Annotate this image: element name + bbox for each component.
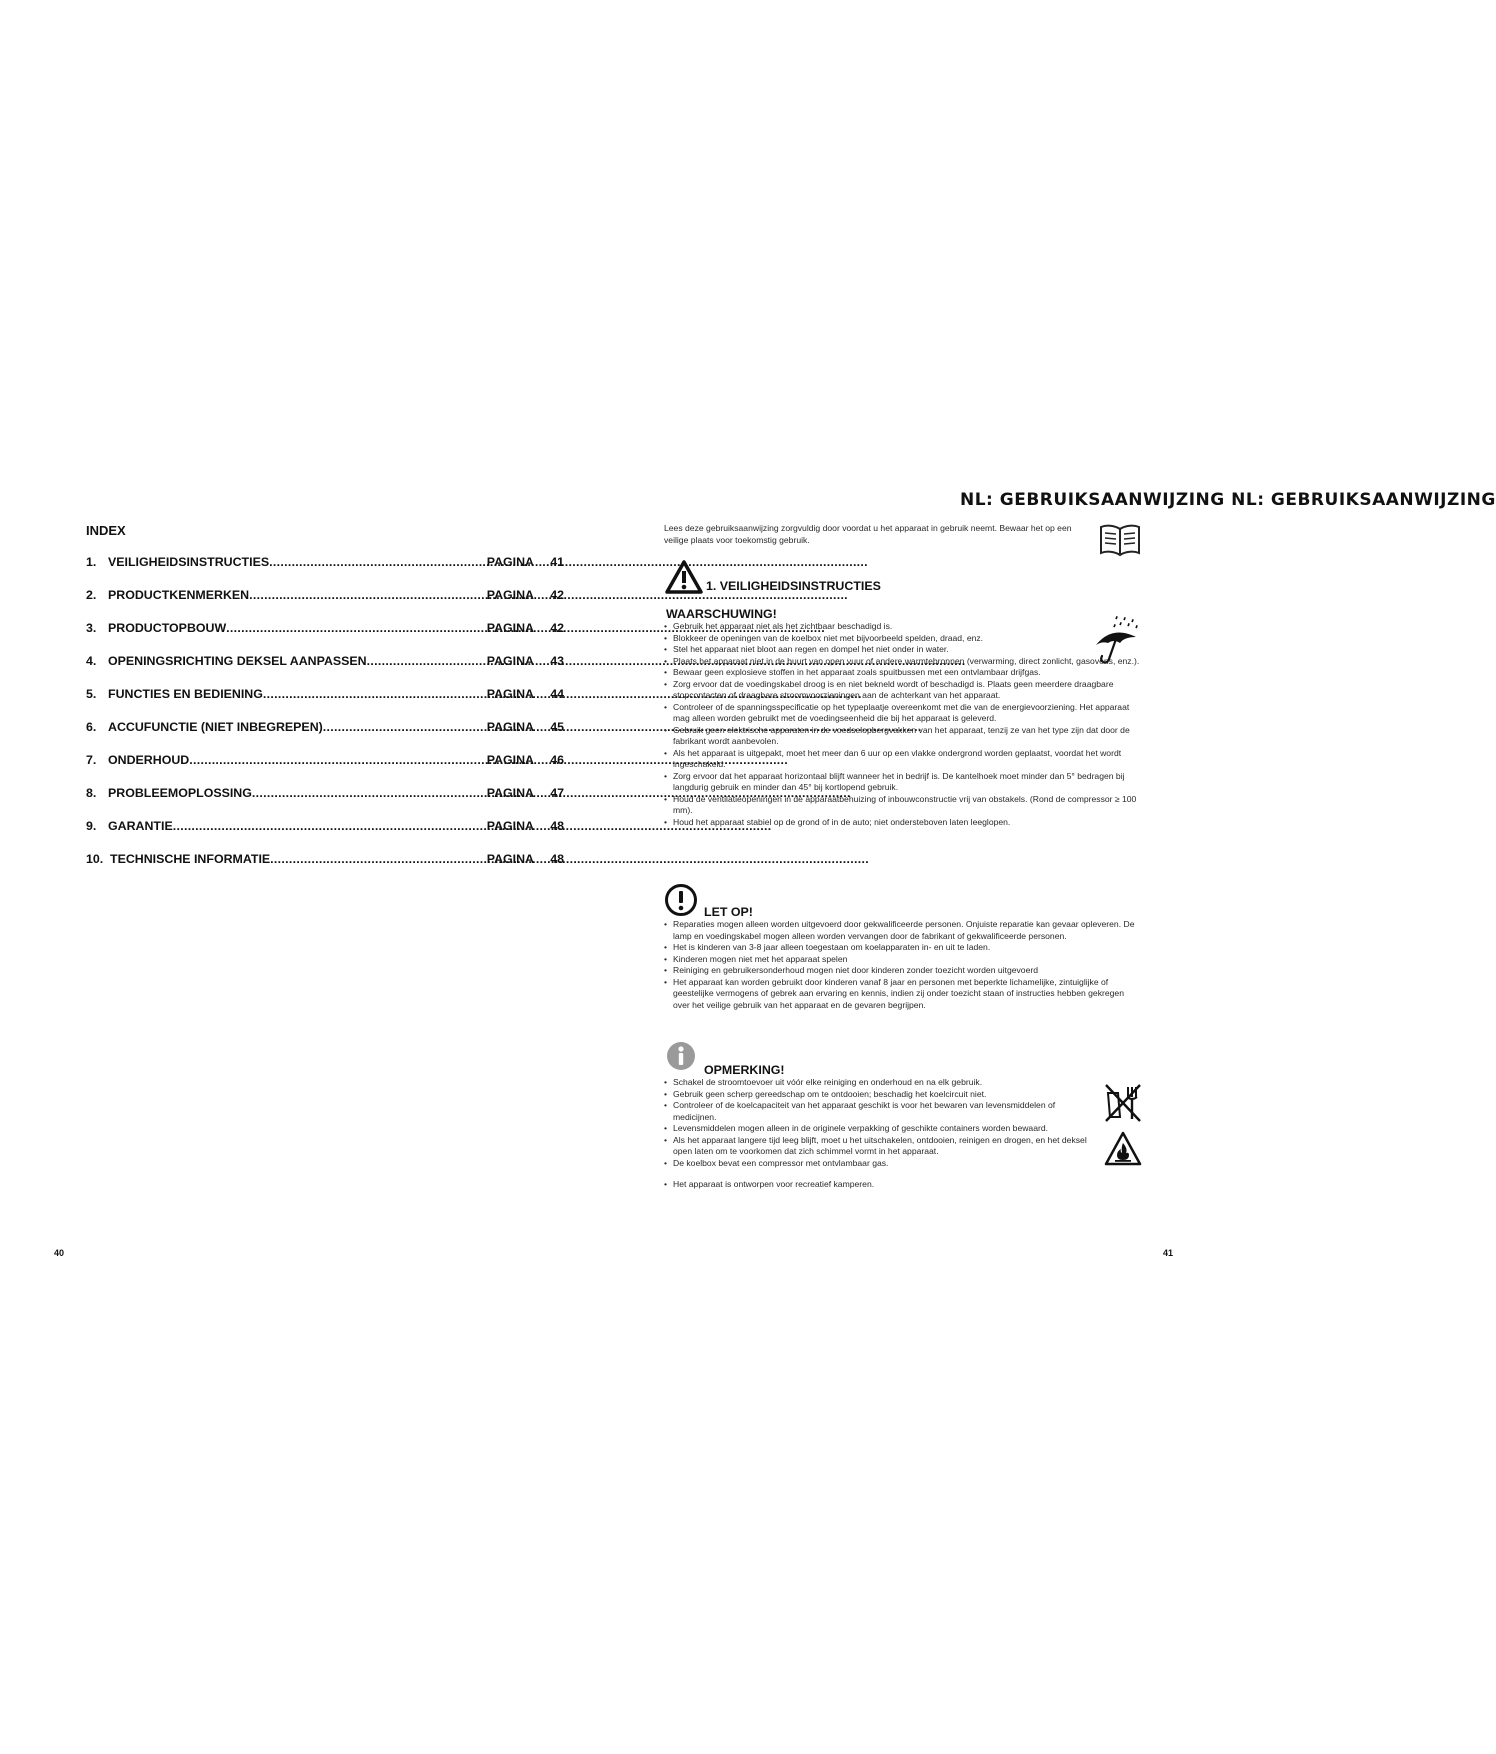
list-item: • Controleer of de koelcapaciteit van het apparaat geschikt is voor het bewaren van levensmiddelen of medicijnen. bbox=[664, 1100, 1094, 1123]
exclamation-circle-icon bbox=[664, 883, 698, 917]
note-list bbox=[664, 1077, 1094, 1191]
toc-page-number: 46 bbox=[550, 753, 564, 767]
toc-page-number: 41 bbox=[550, 555, 564, 569]
warning-triangle-icon bbox=[664, 559, 704, 595]
list-item: • Reparaties mogen alleen worden uitgevoerd door gekwalificeerde personen. Onjuiste reparatie kan gevaar opleveren. De lamp en voedingskabel mogen alleen worden vervangen door de fabrikant of gekwalificeerde personen. bbox=[664, 919, 1140, 942]
list-item: • De koelbox bevat een compressor met ontvlambaar gas. bbox=[664, 1158, 1094, 1170]
toc-pagina-label: PAGINA bbox=[486, 654, 534, 668]
toc-pagina-label: PAGINA bbox=[486, 753, 534, 767]
toc-label: FUNCTIES EN BEDIENING bbox=[108, 687, 263, 701]
flammable-icon bbox=[1104, 1131, 1142, 1167]
toc-leader-dots bbox=[249, 588, 485, 602]
info-icon bbox=[666, 1041, 696, 1071]
list-item: • Kinderen mogen niet met het apparaat spelen bbox=[664, 954, 1140, 966]
list-item: • Blokkeer de openingen van de koelbox niet met bijvoorbeeld spelden, draad, enz. bbox=[664, 633, 1140, 645]
toc-row bbox=[86, 753, 564, 786]
toc-number: 7. bbox=[86, 753, 97, 767]
toc-number: 1. bbox=[86, 555, 97, 569]
toc-row bbox=[86, 819, 564, 852]
index bbox=[86, 523, 564, 885]
toc-label: OPENINGSRICHTING DEKSEL AANPASSEN bbox=[108, 654, 367, 668]
caution-list bbox=[664, 919, 1140, 1011]
list-item: • Het apparaat is ontworpen voor recreatief kamperen. bbox=[664, 1179, 1094, 1191]
toc-pagina-label: PAGINA bbox=[486, 819, 534, 833]
toc-pagina-label: PAGINA bbox=[486, 852, 534, 866]
toc-pagina-label: PAGINA bbox=[486, 588, 534, 602]
toc-page-number: 43 bbox=[550, 654, 564, 668]
toc-page-number: 48 bbox=[550, 819, 564, 833]
toc-leader-dots bbox=[367, 654, 485, 668]
list-item: • Het apparaat kan worden gebruikt door kinderen vanaf 8 jaar en personen met beperkte lichamelijke, zintuiglijke of geestelijke vermogens of gebrek aan ervaring en kennis, indien zij onder toezicht staan of instructies hebben gekregen over het veilige gebruik van het apparaat en de gevaren begrijpen. bbox=[664, 977, 1140, 1012]
toc-leader-dots bbox=[173, 819, 485, 833]
list-item: • Gebruik het apparaat niet als het zichtbaar beschadigd is. bbox=[664, 621, 1140, 633]
toc-label: TECHNISCHE INFORMATIE bbox=[110, 852, 271, 866]
page-number-right: 41 bbox=[1163, 1248, 1174, 1258]
toc-page-number: 42 bbox=[550, 621, 564, 635]
toc-page-number: 48 bbox=[550, 852, 564, 866]
list-item: • Reiniging en gebruikersonderhoud mogen niet door kinderen zonder toezicht worden uitgevoerd bbox=[664, 965, 1140, 977]
list-item: • Plaats het apparaat niet in de buurt van open vuur of andere warmtebronnen (verwarming, direct zonlicht, gasovens, enz.). bbox=[664, 656, 1140, 668]
list-item: • Gebruik geen elektrische apparaten in de voedselopbergvakken van het apparaat, tenzij ze van het type zijn dat door de fabrikant wordt aanbevolen. bbox=[664, 725, 1140, 748]
list-item: • Zorg ervoor dat het apparaat horizontaal blijft wanneer het in bedrijf is. De kantelhoek moet minder dan 5° bedragen bij langdurig gebruik en minder dan 45° bij kortlopend gebruik. bbox=[664, 771, 1140, 794]
toc-number: 9. bbox=[86, 819, 97, 833]
toc-label: ACCUFUNCTIE (NIET INBEGREPEN) bbox=[108, 720, 323, 734]
toc-leader-dots bbox=[189, 753, 484, 767]
toc-row bbox=[86, 588, 564, 621]
list-item: • Schakel de stroomtoevoer uit vóór elke reiniging en onderhoud en na elk gebruik. bbox=[664, 1077, 1094, 1089]
toc-label: GARANTIE bbox=[108, 819, 173, 833]
toc-number: 5. bbox=[86, 687, 97, 701]
toc-label: PRODUCTOPBOUW bbox=[108, 621, 227, 635]
list-item: • Houd het apparaat stabiel op de grond of in de auto; niet ondersteboven laten leeglopen. bbox=[664, 817, 1140, 829]
header-title: NL: GEBRUIKSAANWIJZING NL: GEBRUIKSAANWIJZING bbox=[960, 490, 1496, 510]
warning-list bbox=[664, 621, 1140, 828]
toc-leader-dots bbox=[263, 687, 485, 701]
toc-pagina-label: PAGINA bbox=[486, 687, 534, 701]
toc-row bbox=[86, 687, 564, 720]
toc-page-number: 42 bbox=[550, 588, 564, 602]
note-heading: OPMERKING! bbox=[704, 1063, 785, 1077]
list-item: • Houd de ventilatieopeningen in de apparaatbehuizing of inbouwconstructie vrij van obstakels. (Rond de compressor ≥ 100 mm). bbox=[664, 794, 1140, 817]
book-icon bbox=[1098, 523, 1142, 557]
toc-row bbox=[86, 852, 564, 885]
toc-number: 2. bbox=[86, 588, 97, 602]
toc-page-number: 44 bbox=[550, 687, 564, 701]
caution-heading: LET OP! bbox=[704, 905, 753, 919]
page-number-left: 40 bbox=[54, 1248, 65, 1258]
list-item: • Bewaar geen explosieve stoffen in het apparaat zoals spuitbussen met een ontvlambaar drijfgas. bbox=[664, 667, 1140, 679]
no-food-contact-icon bbox=[1104, 1083, 1142, 1123]
toc-leader-dots bbox=[323, 720, 485, 734]
section-title: 1. VEILIGHEIDSINSTRUCTIES bbox=[706, 579, 881, 593]
list-item: • Als het apparaat langere tijd leeg blijft, moet u het uitschakelen, ontdooien, reinigen en drogen, en het deksel open laten om te voorkomen dat zich schimmel vormt in het apparaat. bbox=[664, 1135, 1094, 1158]
toc-pagina-label: PAGINA bbox=[486, 555, 534, 569]
list-item: • Levensmiddelen mogen alleen in de originele verpakking of geschikte containers worden bewaard. bbox=[664, 1123, 1094, 1135]
list-item: • Controleer of de spanningsspecificatie op het typeplaatje overeenkomt met die van de energievoorziening. Het apparaat mag alleen worden gebruikt met de voedingseenheid die bij het apparaat is geleverd. bbox=[664, 702, 1140, 725]
toc-row bbox=[86, 720, 564, 753]
warning-heading: WAARSCHUWING! bbox=[666, 607, 777, 621]
toc-number: 10. bbox=[86, 852, 104, 866]
toc-leader-dots bbox=[226, 621, 485, 635]
list-item: • Stel het apparaat niet bloot aan regen en dompel het niet onder in water. bbox=[664, 644, 1140, 656]
toc-page-number: 45 bbox=[550, 720, 564, 734]
toc-number: 6. bbox=[86, 720, 97, 734]
toc-label: ONDERHOUD bbox=[108, 753, 190, 767]
list-item: • Als het apparaat is uitgepakt, moet het meer dan 6 uur op een vlakke ondergrond worden geplaatst, voordat het wordt ingeschakeld. bbox=[664, 748, 1140, 771]
toc-pagina-label: PAGINA bbox=[486, 621, 534, 635]
toc-row bbox=[86, 654, 564, 687]
list-item: • Het is kinderen van 3-8 jaar alleen toegestaan om koelapparaten in- en uit te laden. bbox=[664, 942, 1140, 954]
toc-leader-dots bbox=[252, 786, 485, 800]
toc-number: 4. bbox=[86, 654, 97, 668]
toc-label: VEILIGHEIDSINSTRUCTIES bbox=[108, 555, 270, 569]
list-item: • Zorg ervoor dat de voedingskabel droog is en niet bekneld wordt of beschadigd is. Plaats geen meerdere draagbare stopcontacten of draagbare stroomvoorzieningen aan de achterkant van het apparaat. bbox=[664, 679, 1140, 702]
toc-row bbox=[86, 786, 564, 819]
toc-row bbox=[86, 555, 564, 588]
intro-text: Lees deze gebruiksaanwijzing zorgvuldig door voordat u het apparaat in gebruik neemt. Bewaar het op een veilige plaats voor toekomstig gebruik. bbox=[664, 523, 1072, 545]
index-title: INDEX bbox=[86, 523, 126, 538]
toc-number: 8. bbox=[86, 786, 97, 800]
toc-page-number: 47 bbox=[550, 786, 564, 800]
toc-pagina-label: PAGINA bbox=[486, 720, 534, 734]
list-item: • Gebruik geen scherp gereedschap om te ontdooien; beschadig het koelcircuit niet. bbox=[664, 1089, 1094, 1101]
section-header bbox=[664, 559, 1144, 603]
toc-pagina-label: PAGINA bbox=[486, 786, 534, 800]
toc-leader-dots bbox=[269, 555, 485, 569]
toc-row bbox=[86, 621, 564, 654]
toc-list bbox=[86, 555, 564, 885]
toc-leader-dots bbox=[270, 852, 485, 866]
toc-number: 3. bbox=[86, 621, 97, 635]
toc-label: PROBLEEMOPLOSSING bbox=[108, 786, 252, 800]
toc-label: PRODUCTKENMERKEN bbox=[108, 588, 250, 602]
